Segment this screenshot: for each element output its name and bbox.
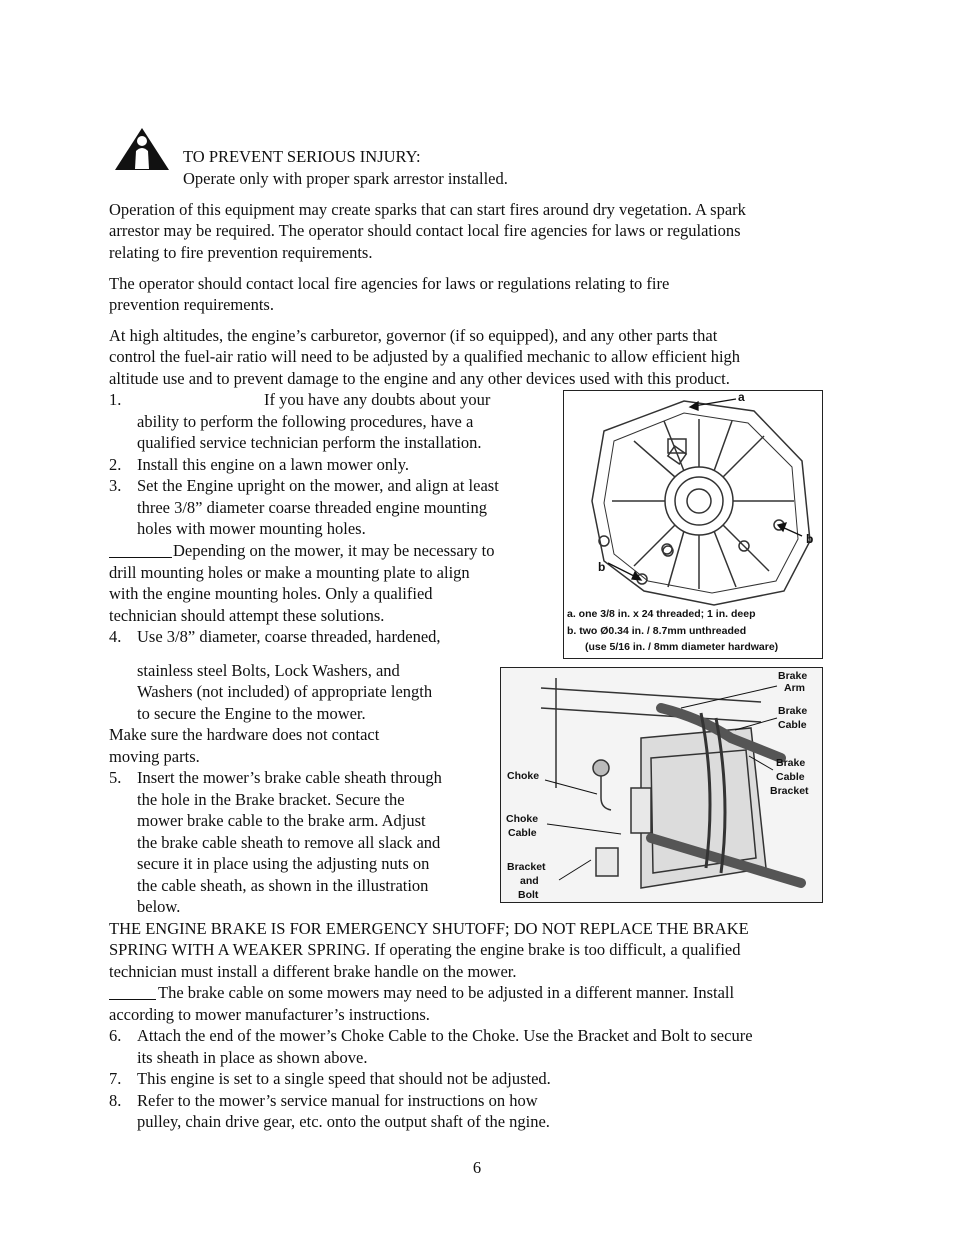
step-5-line: the hole in the Brake bracket. Secure the — [137, 790, 405, 809]
step-number: 4. — [109, 627, 122, 646]
caption-line: a. one 3/8 in. x 24 threaded; 1 in. deep — [567, 608, 756, 620]
step-6-line: Attach the end of the mower’s Choke Cable to the Choke. Use the Bracket and Bolt to secure — [137, 1026, 753, 1045]
note-4-line: moving parts. — [109, 747, 200, 766]
warning-text: Operate only with proper spark arrestor installed. — [183, 169, 508, 188]
step-5-line: mower brake cable to the brake arm. Adjust — [137, 811, 426, 830]
step-4-line: Use 3/8” diameter, coarse threaded, hardened, — [137, 627, 441, 646]
step-5-line: below. — [137, 897, 181, 916]
step-number: 5. — [109, 768, 122, 787]
note-5-line: according to mower manufacturer’s instructions. — [109, 1005, 430, 1024]
caption-line: b. two Ø0.34 in. / 8.7mm unthreaded — [567, 625, 747, 637]
step-5-line: the brake cable sheath to remove all slack and — [137, 833, 441, 852]
step-6-line: its sheath in place as shown above. — [137, 1048, 368, 1067]
step-3-line: Set the Engine upright on the mower, and align at least — [137, 476, 499, 495]
label-bracket-and-bolt: Bracket — [507, 861, 546, 873]
step-5-line: Insert the mower’s brake cable sheath through — [137, 768, 442, 787]
label-bracket-and-bolt: Bolt — [518, 889, 539, 901]
label-brake-cable-bracket: Cable — [776, 771, 805, 783]
label-brake-arm: Arm — [784, 682, 806, 694]
step-1-line: ability to perform the following procedures, have a — [137, 412, 474, 431]
step-3-line: three 3/8” diameter coarse threaded engine mounting — [137, 498, 488, 517]
page-number: 6 — [472, 1158, 482, 1177]
label-brake-arm: Brake — [778, 670, 808, 682]
warning-person-icon — [114, 127, 170, 171]
paragraph-2-line: The operator should contact local fire agencies for laws or regulations relating to fire — [109, 274, 670, 293]
step-4-line: stainless steel Bolts, Lock Washers, and — [137, 661, 400, 680]
paragraph-3-line: altitude use and to prevent damage to the engine and any other devices used with this product. — [109, 369, 730, 388]
note-3-line: drill mounting holes or make a mounting plate to align — [109, 563, 470, 582]
step-number: 1. — [109, 390, 122, 409]
step-2-text: Install this engine on a lawn mower only. — [137, 455, 410, 474]
label-brake-cable: Brake — [778, 705, 808, 717]
note-3-line: technician should attempt these solutions. — [109, 606, 385, 625]
label-choke-cable: Choke — [506, 813, 539, 825]
step-3-line: holes with mower mounting holes. — [137, 519, 366, 538]
paragraph-3-line: control the fuel-air ratio will need to be adjusted by a qualified mechanic to allow efficient high — [109, 347, 741, 366]
mounting-holes-figure — [563, 390, 823, 659]
step-number: 2. — [109, 455, 122, 474]
step-number: 8. — [109, 1091, 122, 1110]
warning-heading: TO PREVENT SERIOUS INJURY: — [183, 147, 421, 166]
brake-warning-line: THE ENGINE BRAKE IS FOR EMERGENCY SHUTOFF; DO NOT REPLACE THE BRAKE — [109, 919, 749, 938]
note-3-line: Depending on the mower, it may be necessary to — [173, 541, 495, 560]
step-7-text: This engine is set to a single speed that should not be adjusted. — [137, 1069, 551, 1088]
step-number: 7. — [109, 1069, 122, 1088]
step-1-line: qualified service technician perform the installation. — [137, 433, 482, 452]
note-3-line: with the engine mounting holes. Only a qualified — [109, 584, 433, 603]
note-4-line: Make sure the hardware does not contact — [109, 725, 380, 744]
label-b: b — [598, 560, 606, 574]
brake-warning-line: technician must install a different brake handle on the mower. — [109, 962, 517, 981]
paragraph-2-line: prevention requirements. — [109, 295, 274, 314]
label-choke-cable: Cable — [508, 827, 537, 839]
step-8-line: Refer to the mower’s service manual for instructions on how — [137, 1091, 538, 1110]
brake-choke-figure — [500, 667, 823, 903]
paragraph-1-line: arrestor may be required. The operator should contact local fire agencies for laws or regulations — [109, 221, 741, 240]
step-4-line: Washers (not included) of appropriate length — [137, 682, 433, 701]
step-5-line: secure it in place using the adjusting nuts on — [137, 854, 430, 873]
label-bracket-and-bolt: and — [520, 875, 539, 887]
step-number: 3. — [109, 476, 122, 495]
note-underline — [109, 557, 172, 558]
label-brake-cable-bracket: Bracket — [770, 785, 809, 797]
note-underline — [109, 999, 156, 1000]
label-choke: Choke — [507, 770, 540, 782]
label-brake-cable-bracket: Brake — [776, 757, 806, 769]
label-brake-cable: Cable — [778, 719, 807, 731]
step-5-line: the cable sheath, as shown in the illustration — [137, 876, 429, 895]
step-1-line: If you have any doubts about your — [264, 390, 491, 409]
caption-line: (use 5/16 in. / 8mm diameter hardware) — [585, 641, 779, 653]
step-number: 6. — [109, 1026, 122, 1045]
paragraph-3-line: At high altitudes, the engine’s carburetor, governor (if so equipped), and any other parts that — [109, 326, 718, 345]
paragraph-1-line: Operation of this equipment may create sparks that can start fires around dry vegetation. A spark — [109, 200, 746, 219]
label-b: b — [806, 532, 814, 546]
step-8-line: pulley, chain drive gear, etc. onto the output shaft of the ngine. — [137, 1112, 550, 1131]
brake-warning-line: SPRING WITH A WEAKER SPRING. If operating the engine brake is too difficult, a qualified — [109, 940, 741, 959]
note-5-line: The brake cable on some mowers may need to be adjusted in a different manner. Install — [158, 983, 735, 1002]
step-4-line: to secure the Engine to the mower. — [137, 704, 366, 723]
label-a: a — [738, 391, 745, 404]
paragraph-1-line: relating to fire prevention requirements. — [109, 243, 373, 262]
